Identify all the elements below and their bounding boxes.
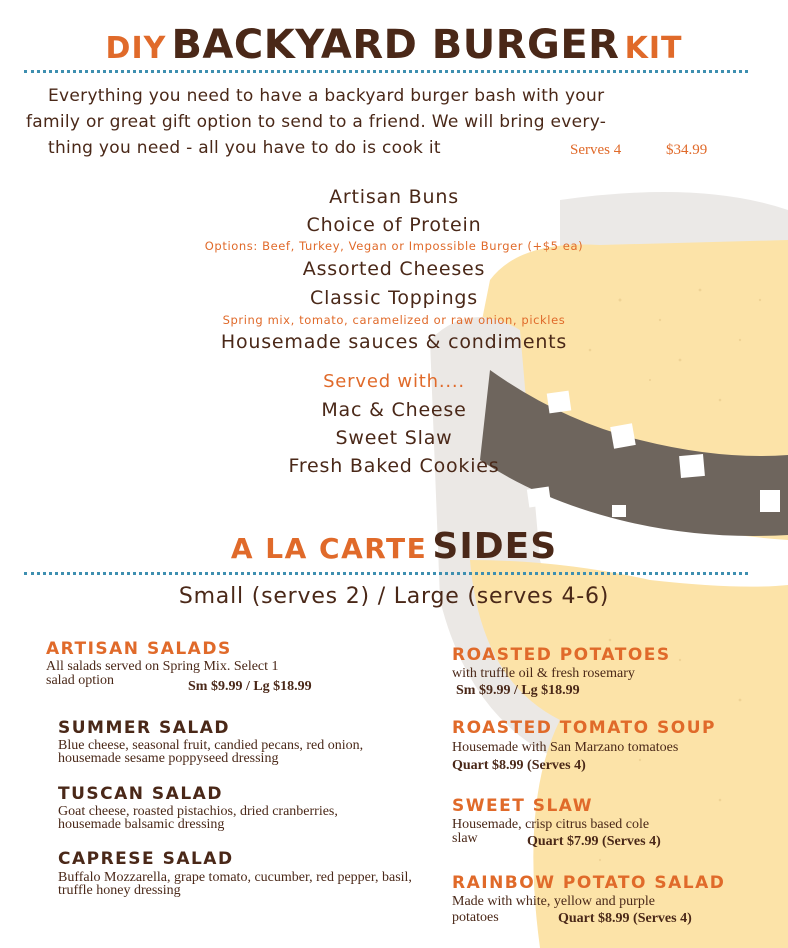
dotted-divider bbox=[24, 70, 748, 73]
item-title-tomato-soup: ROASTED TOMATO SOUP bbox=[452, 718, 716, 738]
item-desc-artisan-salads-1: All salads served on Spring Mix. Select 1 bbox=[46, 659, 279, 674]
dotted-divider bbox=[24, 572, 748, 575]
item-desc-tomato-soup: Housemade with San Marzano tomatoes bbox=[452, 740, 679, 755]
item-title-roasted-potatoes: ROASTED POTATOES bbox=[452, 645, 671, 665]
kit-side-cookies: Fresh Baked Cookies bbox=[288, 455, 500, 477]
item-desc-rainbow-potato-salad-2: potatoes bbox=[452, 910, 499, 925]
item-desc-tuscan-salad: Goat cheese, roasted pistachios, dried cranberries, housemade balsamic dressing bbox=[58, 804, 338, 832]
item-title-rainbow-potato-salad: RAINBOW POTATO SALAD bbox=[452, 873, 726, 893]
item-price-tomato-soup: Quart $8.99 (Serves 4) bbox=[452, 758, 586, 773]
sides-sizes: Small (serves 2) / Large (serves 4-6) bbox=[178, 584, 610, 609]
item-desc-artisan-salads-2: salad option bbox=[46, 673, 115, 688]
page-title bbox=[0, 22, 788, 68]
kit-serves: Serves 4 bbox=[570, 142, 622, 158]
kit-protein-options: Options: Beef, Turkey, Vegan or Impossible Burger (+$5 ea) bbox=[204, 239, 584, 253]
kit-toppings-options: Spring mix, tomato, caramelized or raw onion, pickles bbox=[222, 313, 566, 327]
kit-item-protein: Choice of Protein bbox=[306, 214, 482, 236]
cheese-square bbox=[760, 490, 780, 512]
kit-item-toppings: Classic Toppings bbox=[310, 287, 478, 309]
item-price-roasted-potatoes: Sm $9.99 / Lg $18.99 bbox=[456, 683, 580, 698]
title-suffix: KIT bbox=[624, 31, 683, 66]
kit-side-mac: Mac & Cheese bbox=[321, 399, 467, 421]
cheese-square bbox=[527, 487, 551, 508]
title-main: BACKYARD BURGER bbox=[171, 22, 620, 68]
item-desc-roasted-potatoes: with truffle oil & fresh rosemary bbox=[452, 666, 635, 681]
sides-heading-main: SIDES bbox=[432, 526, 558, 567]
item-price-sweet-slaw: Quart $7.99 (Serves 4) bbox=[527, 834, 661, 849]
item-title-caprese-salad: CAPRESE SALAD bbox=[58, 849, 234, 869]
item-price-artisan-salads: Sm $9.99 / Lg $18.99 bbox=[188, 679, 312, 694]
cheese-square bbox=[612, 505, 626, 517]
sides-heading-prefix: A LA CARTE bbox=[230, 532, 428, 565]
item-title-artisan-salads: ARTISAN SALADS bbox=[46, 639, 232, 659]
item-title-sweet-slaw: SWEET SLAW bbox=[452, 796, 593, 816]
served-with-heading: Served with.... bbox=[323, 371, 465, 392]
intro-line-1: Everything you need to have a backyard burger bash with your bbox=[48, 86, 605, 106]
sides-heading bbox=[0, 526, 788, 567]
item-price-rainbow-potato-salad: Quart $8.99 (Serves 4) bbox=[558, 911, 692, 926]
title-prefix: DIY bbox=[105, 31, 167, 66]
item-desc-caprese-salad: Buffalo Mozzarella, grape tomato, cucumber, red pepper, basil, truffle honey dressing bbox=[58, 870, 412, 898]
kit-side-slaw: Sweet Slaw bbox=[335, 427, 453, 449]
item-title-tuscan-salad: TUSCAN SALAD bbox=[58, 784, 223, 804]
item-desc-rainbow-potato-salad-1: Made with white, yellow and purple bbox=[452, 894, 655, 909]
kit-price: $34.99 bbox=[666, 142, 708, 158]
item-desc-sweet-slaw-2: slaw bbox=[452, 831, 478, 846]
intro-line-3: thing you need - all you have to do is cook it bbox=[48, 138, 441, 158]
item-title-summer-salad: SUMMER SALAD bbox=[58, 718, 231, 738]
kit-item-cheeses: Assorted Cheeses bbox=[302, 258, 486, 280]
item-desc-summer-salad: Blue cheese, seasonal fruit, candied pecans, red onion, housemade sesame poppyseed dressing bbox=[58, 738, 364, 766]
kit-item-sauces: Housemade sauces & condiments bbox=[220, 331, 568, 353]
intro-line-2: family or great gift option to send to a friend. We will bring every- bbox=[26, 112, 607, 132]
kit-item-buns: Artisan Buns bbox=[329, 186, 459, 208]
item-desc-sweet-slaw-1: Housemade, crisp citrus based cole bbox=[452, 817, 650, 832]
